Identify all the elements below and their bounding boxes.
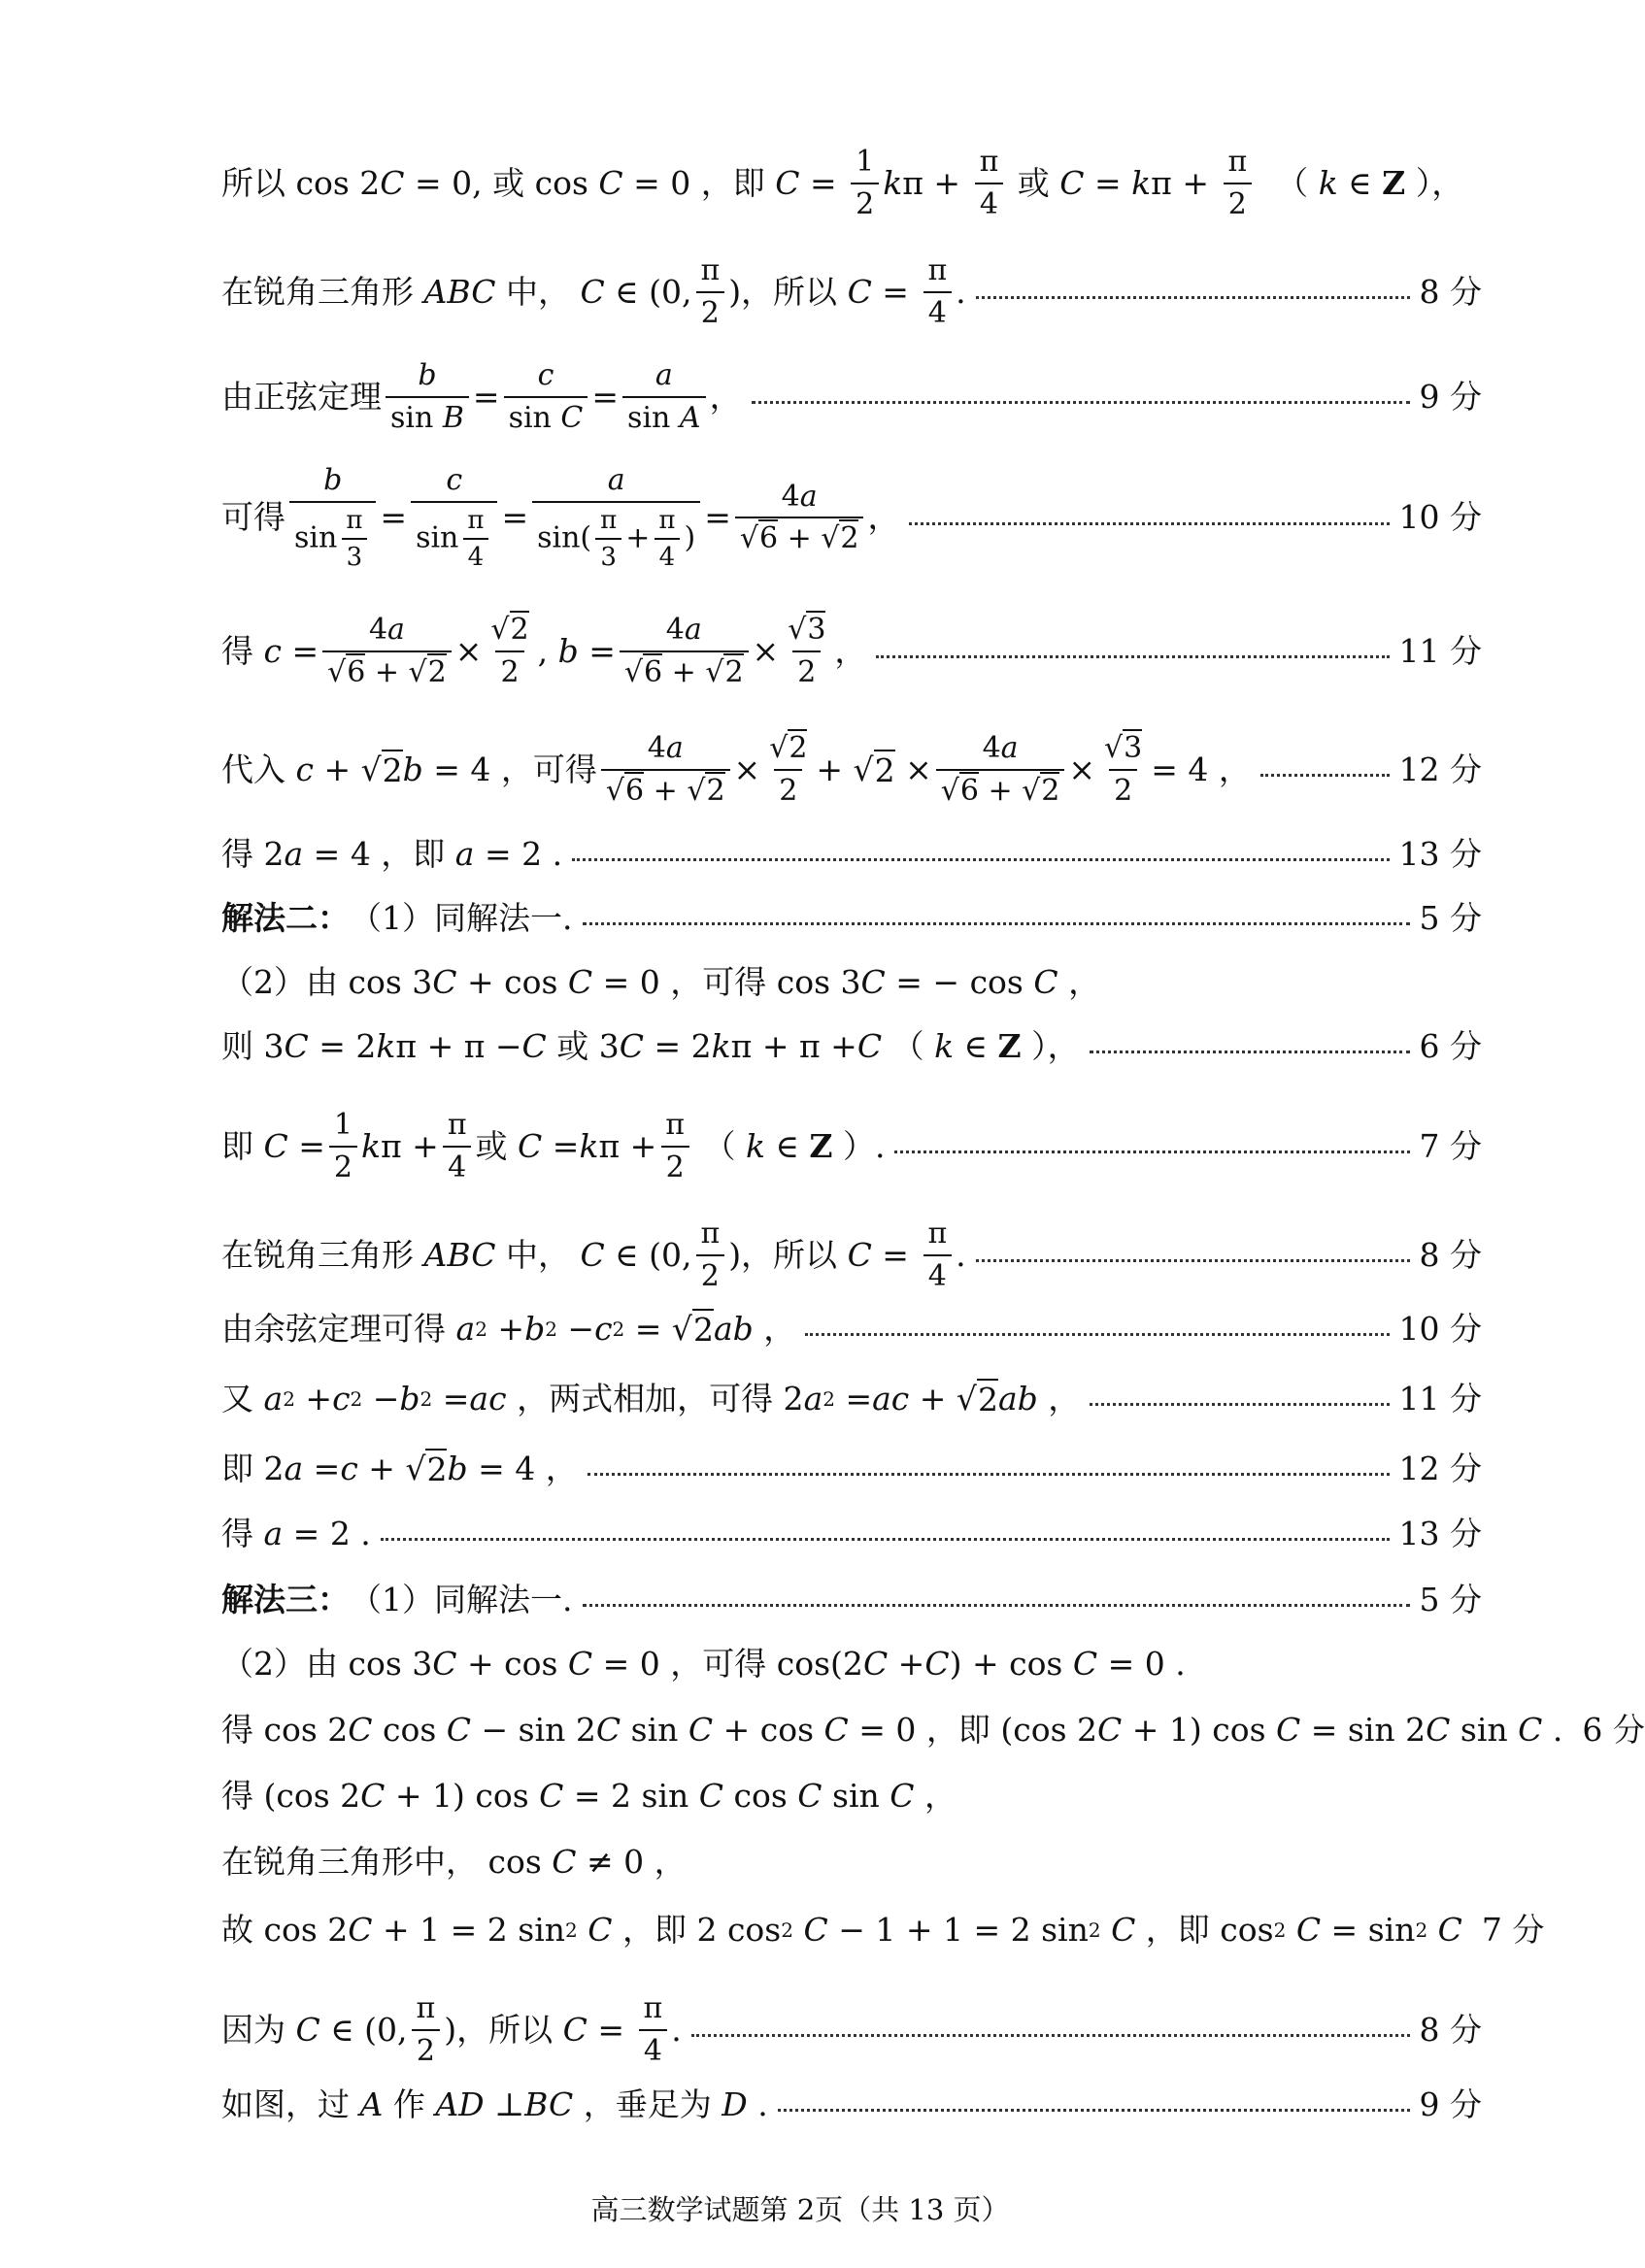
- dot-leader: [588, 1473, 1390, 1476]
- method-heading: 解法二：: [221, 899, 350, 937]
- dot-leader: [583, 1604, 1410, 1607]
- dot-leader: [876, 655, 1389, 658]
- score-label: 11 分: [1398, 1380, 1482, 1418]
- solution-line: 在锐角三角形 ABC 中， C ∈ (0, $\frac{\pi}{2}$ )，所以 C = $\frac{\pi}{4}$ . 8 分: [221, 1217, 1482, 1293]
- method-heading: 解法三：: [221, 1581, 350, 1618]
- score-label: 5 分: [1419, 899, 1482, 937]
- solution-line: 即 2 a = c + √ 2 b = 4 ， 12 分: [221, 1450, 1482, 1488]
- score-label: 5 分: [1419, 1581, 1482, 1618]
- solution-line: 解法二： （1）同解法一. 5 分: [221, 899, 1482, 937]
- dot-leader: [1090, 1051, 1410, 1053]
- score-label: 7 分: [1481, 1911, 1545, 1949]
- dot-leader: [894, 1151, 1409, 1153]
- score-label: 13 分: [1398, 1515, 1482, 1552]
- score-label: 8 分: [1419, 1235, 1482, 1274]
- solution-line: 可得 b sin $\frac{\pi}{3}$ = c sin $\frac{\pi}{4}$ = a sin( $\frac{\pi}{3}$ + $\frac{\pi}{4}$ ) = $\frac{4a}{√6 + √2}$ ， 10 分: [221, 463, 1482, 572]
- score-label: 13 分: [1398, 835, 1482, 873]
- dot-leader: [572, 858, 1389, 861]
- solution-line: 由余弦定理可得 a 2 + b 2 − c 2 = √ 2 ab ， 10 分: [221, 1310, 1482, 1349]
- dot-leader: [976, 1259, 1410, 1262]
- score-label: 9 分: [1419, 2085, 1482, 2123]
- solution-line: 得 2 a = 4 ，即 a = 2 . 13 分: [221, 835, 1482, 873]
- solution-line: 代入 c + √ 2 b = 4 ，可得 $\frac{4a}{√6 + √2}$ × $\frac{√2}{2}$ + √ 2 × $\frac{4a}{√6 + √2}$ × $\frac{√3}{2}$ = 4 ， 12 分: [221, 731, 1482, 808]
- solution-line: 得 cos 2 C cos C − sin 2 C sin C + cos C = 0 ，即 (cos 2 C + 1) cos C = sin 2 C sin C . 6 分: [221, 1711, 1645, 1749]
- dot-leader: [1090, 1403, 1389, 1406]
- dot-leader: [691, 2034, 1410, 2037]
- solution-line: 则 3 C = 2 k π + π − C 或 3 C = 2 k π + π + C （ k ∈ Z ）， 6 分: [221, 1027, 1482, 1065]
- score-label: 10 分: [1398, 498, 1482, 537]
- solution-line: 解法三： （1）同解法一. 5 分: [221, 1581, 1482, 1618]
- solution-line: 得 (cos 2 C + 1) cos C = 2 sin C cos C sin C ，: [221, 1777, 957, 1815]
- score-label: 12 分: [1398, 1450, 1482, 1487]
- page-footer: 高三数学试题第 2页（共 13 页）: [590, 2193, 1010, 2226]
- solution-line: 因为 C ∈ (0, $\frac{\pi}{2}$ )，所以 C = $\frac{\pi}{4}$ . 8 分: [221, 1991, 1482, 2068]
- score-label: 6 分: [1582, 1711, 1645, 1749]
- score-label: 9 分: [1419, 377, 1482, 416]
- solution-line: 由正弦定理 $\frac{b}{\text{sin B}}$ = $\frac{c}{\text{sin C}}$ = $\frac{a}{\text{sin A}}$ ， 9 分: [221, 358, 1482, 435]
- dot-leader: [778, 2109, 1410, 2112]
- solution-line: 得 c = $\frac{4a}{√6 + √2}$ × $\frac{√2}{2}$ , b = $\frac{4a}{√6 + √2}$ × $\frac{√3}{2}$ ， 11 分: [221, 613, 1482, 689]
- solution-line: 故 cos 2 C + 1 = 2 sin 2 C ，即 2 cos 2 C − 1 + 1 = 2 sin 2 C ，即 cos 2 C = sin 2 C 7 分: [221, 1911, 1545, 1949]
- dot-leader: [976, 296, 1410, 299]
- score-label: 11 分: [1398, 631, 1482, 670]
- solution-line: （2）由 cos 3 C + cos C = 0 ，可得 cos 3 C = − cos C ，: [221, 963, 1101, 1001]
- solution-line: 所以 cos 2 C = 0, 或 cos C = 0 ，即 C = $\frac{1}{2}$ k π + $\frac{\pi}{4}$ 或 C = k π + $\frac{\pi}{2}$ （ k ∈ Z ），: [221, 145, 1464, 221]
- score-label: 8 分: [1419, 272, 1482, 311]
- dot-leader: [752, 401, 1410, 404]
- score-label: 6 分: [1419, 1027, 1482, 1065]
- dot-leader: [583, 922, 1410, 925]
- solution-line: 在锐角三角形中， cos C ≠ 0 ，: [221, 1843, 687, 1881]
- solution-line: 如图，过 A 作 AD ⊥ BC ，垂足为 D . 9 分: [221, 2085, 1482, 2123]
- score-label: 7 分: [1419, 1126, 1482, 1165]
- score-label: 10 分: [1398, 1310, 1482, 1348]
- solution-line: 在锐角三角形 ABC 中， C ∈ (0, $\frac{\pi}{2}$ )，所以 C = $\frac{\pi}{4}$ . 8 分: [221, 253, 1482, 330]
- dot-leader: [909, 522, 1389, 525]
- dot-leader: [805, 1333, 1389, 1336]
- dot-leader: [381, 1538, 1390, 1541]
- solution-line: （2）由 cos 3 C + cos C = 0 ，可得 cos(2 C + C ) + cos C = 0 .: [221, 1645, 1186, 1683]
- solution-line: 又 a 2 + c 2 − b 2 = ac ，两式相加，可得 2 a 2 = ac + √ 2 ab ， 11 分: [221, 1380, 1482, 1418]
- dot-leader: [1260, 774, 1390, 777]
- score-label: 8 分: [1419, 2010, 1482, 2049]
- solution-line: 得 a = 2 . 13 分: [221, 1515, 1482, 1552]
- solution-line: 即 C = $\frac{1}{2}$ k π + $\frac{\pi}{4}$ 或 C = k π + $\frac{\pi}{2}$ （ k ∈ Z ）. 7 分: [221, 1108, 1482, 1184]
- score-label: 12 分: [1398, 750, 1482, 788]
